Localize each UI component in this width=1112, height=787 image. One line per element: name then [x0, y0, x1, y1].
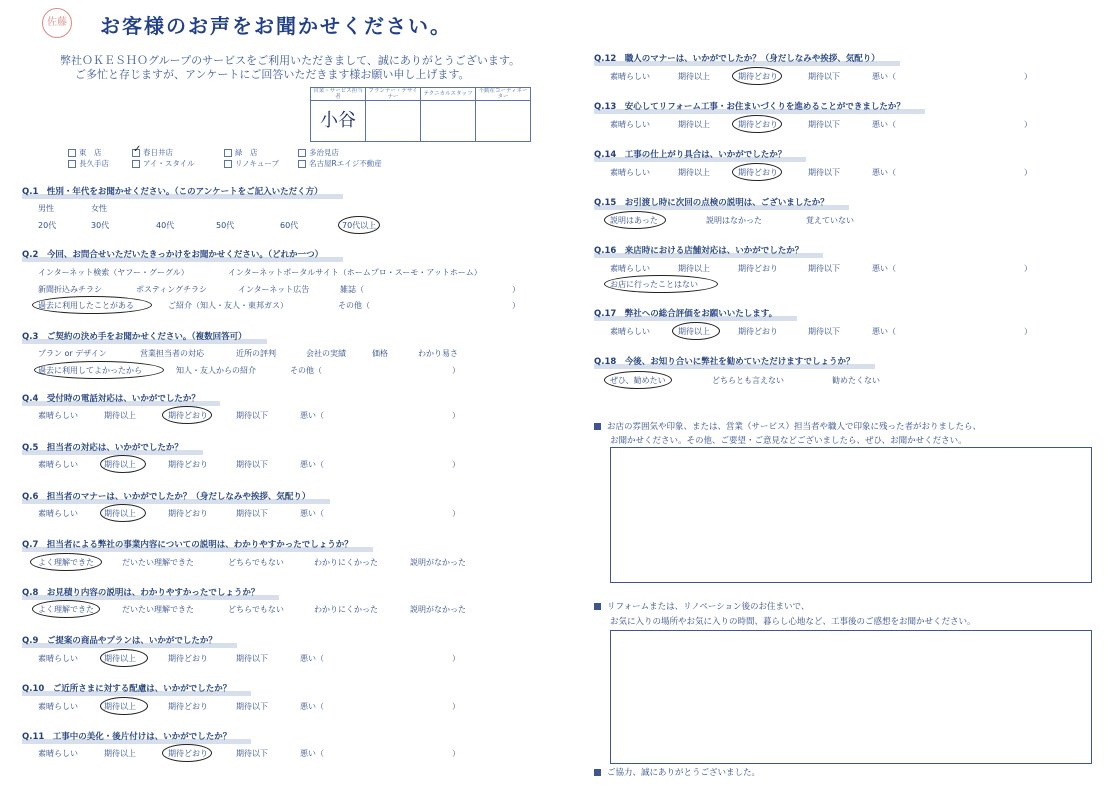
option[interactable]: 悪い（ — [300, 702, 324, 711]
q6-options — [38, 508, 458, 524]
store-checkbox[interactable] — [224, 149, 232, 157]
paren: ） — [512, 301, 520, 310]
option[interactable]: わかりにくかった — [314, 605, 378, 614]
option[interactable]: 期待以上 — [678, 264, 710, 273]
option[interactable]: 期待どおり — [168, 654, 208, 663]
selection-circle — [732, 163, 782, 181]
option[interactable]: 期待以下 — [808, 168, 840, 177]
option[interactable]: だいたい理解できた — [122, 605, 194, 614]
option[interactable]: 悪い（ — [872, 168, 896, 177]
selection-circle — [32, 296, 152, 314]
staff-entry[interactable] — [366, 101, 421, 142]
option[interactable]: 期待どおり — [168, 509, 208, 518]
option-selected[interactable]: 過去に利用したことがある — [38, 301, 134, 310]
paren: ） — [452, 411, 460, 420]
option[interactable]: 悪い（ — [872, 72, 896, 81]
option[interactable]: 素晴らしい — [610, 168, 650, 177]
selection-circle — [100, 649, 148, 667]
q1-options — [38, 203, 377, 233]
free-response-1-prompt: お店の雰囲気や印象、または、営業（サービス）担当者や職人で印象に残った者がおりましたら、 — [594, 420, 981, 432]
option[interactable]: 悪い（ — [300, 654, 324, 663]
option[interactable]: 悪い（ — [300, 411, 324, 420]
staff-entry[interactable]: 小谷 — [311, 101, 366, 142]
paren: ） — [1024, 72, 1032, 81]
option[interactable]: 新聞折込みチラシ — [38, 285, 102, 294]
option[interactable]: ご紹介（知人・友人・東邦ガス） — [168, 301, 288, 310]
q15-options — [610, 215, 910, 231]
option[interactable]: 期待以下 — [808, 264, 840, 273]
q4-options — [38, 410, 458, 426]
q17-options — [610, 326, 1030, 342]
option-selected[interactable]: 期待以上 — [104, 460, 136, 469]
store-label: アイ・スタイル — [143, 159, 195, 168]
closing-message: ご協力、誠にありがとうございました。 — [594, 766, 760, 778]
option[interactable]: 素晴らしい — [38, 654, 78, 663]
option[interactable]: 素晴らしい — [38, 749, 78, 758]
option-selected[interactable]: 70代以上 — [342, 221, 377, 230]
store-checkbox[interactable] — [298, 149, 306, 157]
q9-options — [38, 653, 458, 669]
q12-options — [610, 71, 1030, 87]
option[interactable]: インターネットポータルサイト（ホームプロ・スーモ・アットホーム） — [228, 268, 482, 277]
q2-options — [38, 267, 518, 317]
option[interactable]: 期待以上 — [104, 749, 136, 758]
staff-entry[interactable] — [421, 101, 476, 142]
option[interactable]: どちらでもない — [228, 558, 284, 567]
selection-circle — [732, 115, 782, 133]
option[interactable]: 女性 — [91, 204, 107, 213]
option[interactable]: その他（ — [338, 301, 370, 310]
paren: ） — [1024, 168, 1032, 177]
option[interactable]: 素晴らしい — [38, 460, 78, 469]
option[interactable]: インターネット検索（ヤフー・グーグル） — [38, 268, 189, 277]
option[interactable]: 素晴らしい — [38, 702, 78, 711]
option[interactable]: 悪い（ — [300, 509, 324, 518]
q14-options — [610, 167, 1030, 183]
q18-options — [610, 375, 910, 391]
staff-header: 営業・サービス担当者 — [311, 88, 366, 101]
question-18: Q.18 今後、お知り合いに弊社を勧めていただけますでしょうか？ — [594, 355, 855, 367]
staff-header: 不動産コーディネーター — [476, 88, 531, 101]
selection-circle — [162, 744, 212, 762]
option[interactable]: 期待以下 — [236, 702, 268, 711]
option[interactable]: 期待以上 — [678, 120, 710, 129]
option[interactable]: 期待以上 — [104, 411, 136, 420]
option-selected[interactable]: お店に行ったことはない — [610, 280, 698, 289]
paren: ） — [452, 749, 460, 758]
free-response-2-prompt: リフォームまたは、リノベーション後のお住まいで、 — [594, 600, 809, 612]
staff-header: テクニカルスタッフ — [421, 88, 476, 101]
option-selected[interactable]: 期待以上 — [104, 654, 136, 663]
seal-stamp: 佐藤 — [42, 8, 72, 38]
option[interactable]: 素晴らしい — [610, 264, 650, 273]
option[interactable]: プラン or デザイン — [38, 349, 107, 358]
page-title: お客様のお声をお聞かせください。 — [100, 14, 452, 38]
option-selected[interactable]: 期待以上 — [104, 509, 136, 518]
question-8: Q.8 お見積り内容の説明は、わかりやすかったでしょうか？ — [22, 586, 259, 598]
paren: ） — [452, 654, 460, 663]
question-1: Q.1 性別・年代をお聞かせください。（このアンケートをご記入いただく方） — [22, 185, 323, 197]
intro-line-2: ご多忙と存じますが、アンケートにご回答いただきます様お願い申し上げます。 — [75, 68, 470, 81]
option[interactable]: 営業担当者の対応 — [140, 349, 204, 358]
question-5: Q.5 担当者の対応は、いかがでしたか？ — [22, 441, 183, 453]
option[interactable]: 悪い（ — [872, 120, 896, 129]
bullet-square-icon — [594, 603, 601, 610]
paren: ） — [452, 366, 460, 375]
option[interactable]: 60代 — [280, 221, 299, 230]
paren: ） — [1024, 120, 1032, 129]
selection-circle — [100, 697, 148, 715]
paren: ） — [512, 285, 520, 294]
option[interactable]: 悪い（ — [300, 749, 324, 758]
option[interactable]: 男性 — [38, 204, 54, 213]
option[interactable]: 説明がなかった — [410, 605, 466, 614]
option[interactable]: 会社の実績 — [306, 349, 346, 358]
question-10: Q.10 ご近所さまに対する配慮は、いかがでしたか？ — [22, 682, 231, 694]
option[interactable]: 価格 — [372, 349, 388, 358]
option[interactable]: どちらとも言えない — [712, 376, 784, 385]
question-14: Q.14 工事の仕上がり具合は、いかがでしたか？ — [594, 148, 786, 160]
q5-options — [38, 459, 458, 475]
option[interactable]: どちらでもない — [228, 605, 284, 614]
option[interactable]: わかりにくかった — [314, 558, 378, 567]
option[interactable]: 期待どおり — [168, 460, 208, 469]
option[interactable]: 素晴らしい — [610, 120, 650, 129]
option-selected[interactable]: 過去に利用してよかったから — [38, 366, 142, 375]
question-11: Q.11 工事中の美化・後片付けは、いかがでしたか？ — [22, 730, 231, 742]
option[interactable]: だいたい理解できた — [122, 558, 194, 567]
option[interactable]: 素晴らしい — [610, 72, 650, 81]
paren: ） — [1024, 327, 1032, 336]
option-selected[interactable]: 期待以上 — [678, 327, 710, 336]
question-2: Q.2 今回、お問合せいただいたきっかけをお聞かせください。（どれか一つ） — [22, 248, 323, 260]
option[interactable]: 期待以下 — [236, 509, 268, 518]
q3-options — [38, 348, 468, 378]
option[interactable]: 覚えていない — [806, 216, 854, 225]
paren: ） — [452, 702, 460, 711]
option[interactable]: 期待どおり — [168, 702, 208, 711]
selection-circle — [604, 371, 672, 389]
store-label: 緑 店 — [235, 148, 258, 157]
option[interactable]: 期待以上 — [678, 168, 710, 177]
store-label: 長久手店 — [79, 159, 109, 168]
option[interactable]: 期待以上 — [678, 72, 710, 81]
option[interactable]: 素晴らしい — [610, 327, 650, 336]
question-12: Q.12 職人のマナーは、いかがでしたか？（身だしなみや挨拶、気配り） — [594, 52, 880, 64]
q7-options — [38, 557, 478, 573]
store-label: 多治見店 — [309, 148, 339, 157]
selection-circle — [338, 216, 380, 234]
paren: ） — [1024, 264, 1032, 273]
option[interactable]: 悪い（ — [872, 327, 896, 336]
option[interactable]: わかり易さ — [418, 349, 458, 358]
selection-circle — [100, 504, 146, 522]
free-response-1-box[interactable] — [610, 447, 1092, 583]
option-selected[interactable]: 説明はあった — [610, 216, 658, 225]
free-response-2-prompt-2: お気に入りの場所やお気に入りの時間、暮らし心地など、工事後のご感想をお聞かせください。 — [610, 617, 976, 627]
option-selected[interactable]: 期待どおり — [168, 411, 208, 420]
store-checkbox[interactable] — [132, 160, 140, 168]
q13-options — [610, 119, 1030, 135]
store-checkbox[interactable] — [68, 149, 76, 157]
selection-circle — [732, 67, 782, 85]
free-response-1-prompt-2: お聞かせください。その他、ご要望・ご意見などございましたら、ぜひ、お聞かせください。 — [610, 436, 967, 446]
option-selected[interactable]: 期待どおり — [168, 749, 208, 758]
option[interactable]: 期待以下 — [808, 120, 840, 129]
question-17: Q.17 弊社への総合評価をお願いいたします。 — [594, 307, 777, 319]
bullet-square-icon — [594, 423, 601, 430]
option[interactable]: 期待以下 — [808, 72, 840, 81]
store-checkbox[interactable] — [68, 160, 76, 168]
q10-options — [38, 701, 458, 717]
staff-entry[interactable] — [476, 101, 531, 142]
option[interactable]: 期待以下 — [236, 411, 268, 420]
intro-line-1: 弊社ＯＫＥＳＨＯグループのサービスをご利用いただきまして、誠にありがとうございます。 — [60, 54, 521, 67]
staff-header: プランナー・デザイナー — [366, 88, 421, 101]
selection-circle — [604, 275, 718, 293]
option[interactable]: 50代 — [216, 221, 235, 230]
option[interactable]: 知人・友人からの紹介 — [176, 366, 256, 375]
option[interactable]: 説明はなかった — [706, 216, 762, 225]
question-16: Q.16 来店時における店舗対応は、いかがでしたか？ — [594, 244, 803, 256]
selection-circle — [32, 600, 100, 618]
option[interactable]: 20代 — [38, 221, 57, 230]
option-selected[interactable]: 期待以上 — [104, 702, 136, 711]
store-label: リノキューブ — [235, 159, 280, 168]
option-selected[interactable]: よく理解できた — [38, 605, 94, 614]
option[interactable]: 悪い（ — [872, 264, 896, 273]
option[interactable]: ポスティングチラシ — [136, 285, 208, 294]
option[interactable]: 期待以下 — [808, 327, 840, 336]
option-selected[interactable]: 期待どおり — [738, 168, 778, 177]
selection-circle — [672, 322, 720, 340]
paren: ） — [452, 460, 460, 469]
q8-options — [38, 604, 478, 620]
selection-circle — [100, 455, 146, 473]
option[interactable]: 説明がなかった — [410, 558, 466, 567]
question-6: Q.6 担当者のマナーは、いかがでしたか？（身だしなみや挨拶、気配り） — [22, 490, 310, 502]
store-label: 東 店 — [79, 148, 102, 157]
selection-circle — [162, 406, 212, 424]
store-checkbox[interactable] — [298, 160, 306, 168]
store-label: 名古屋Rエイジ不動産 — [309, 159, 382, 168]
q11-options — [38, 748, 458, 764]
question-7: Q.7 担当者による弊社の事業内容についての説明は、わかりやすかったでしょうか？ — [22, 538, 353, 550]
option-selected[interactable]: ぜひ、勧めたい — [610, 376, 666, 385]
option[interactable]: 素晴らしい — [38, 509, 78, 518]
store-checkbox[interactable] — [224, 160, 232, 168]
option[interactable]: 期待以下 — [236, 654, 268, 663]
question-3: Q.3 ご契約の決め手をお聞かせください。（複数回答可） — [22, 330, 247, 342]
question-13: Q.13 安心してリフォーム工事・お住まいづくりを進めることができましたか？ — [594, 100, 905, 112]
question-15: Q.15 お引渡し時に次回の点検の説明は、ございましたか？ — [594, 196, 829, 208]
store-label: 春日井店 — [143, 148, 173, 157]
option[interactable]: 期待どおり — [738, 264, 778, 273]
q16-options — [610, 263, 1030, 297]
option[interactable]: 40代 — [156, 221, 175, 230]
option[interactable]: 30代 — [91, 221, 110, 230]
free-response-2-box[interactable] — [610, 630, 1092, 764]
question-9: Q.9 ご提案の商品やプランは、いかがでしたか？ — [22, 634, 217, 646]
option[interactable]: 期待以下 — [236, 749, 268, 758]
option[interactable]: 悪い（ — [300, 460, 324, 469]
option[interactable]: 素晴らしい — [38, 411, 78, 420]
option[interactable]: その他（ — [290, 366, 322, 375]
option[interactable]: 期待どおり — [738, 327, 778, 336]
question-4: Q.4 受付時の電話対応は、いかがでしたか？ — [22, 392, 200, 404]
option[interactable]: 期待以下 — [236, 460, 268, 469]
option[interactable]: インターネット広告 — [238, 285, 310, 294]
option-selected[interactable]: よく理解できた — [38, 558, 94, 567]
option-selected[interactable]: 期待どおり — [738, 120, 778, 129]
paren: ） — [452, 509, 460, 518]
staff-table — [310, 87, 531, 142]
bullet-square-icon — [594, 769, 601, 776]
selection-circle — [604, 211, 666, 229]
option[interactable]: 勧めたくない — [832, 376, 880, 385]
option-selected[interactable]: 期待どおり — [738, 72, 778, 81]
selection-circle — [30, 553, 102, 571]
option[interactable]: 近所の評判 — [236, 349, 276, 358]
option[interactable]: 雑誌（ — [340, 285, 364, 294]
store-checkbox-checked[interactable] — [132, 149, 140, 157]
selection-circle — [34, 361, 164, 379]
